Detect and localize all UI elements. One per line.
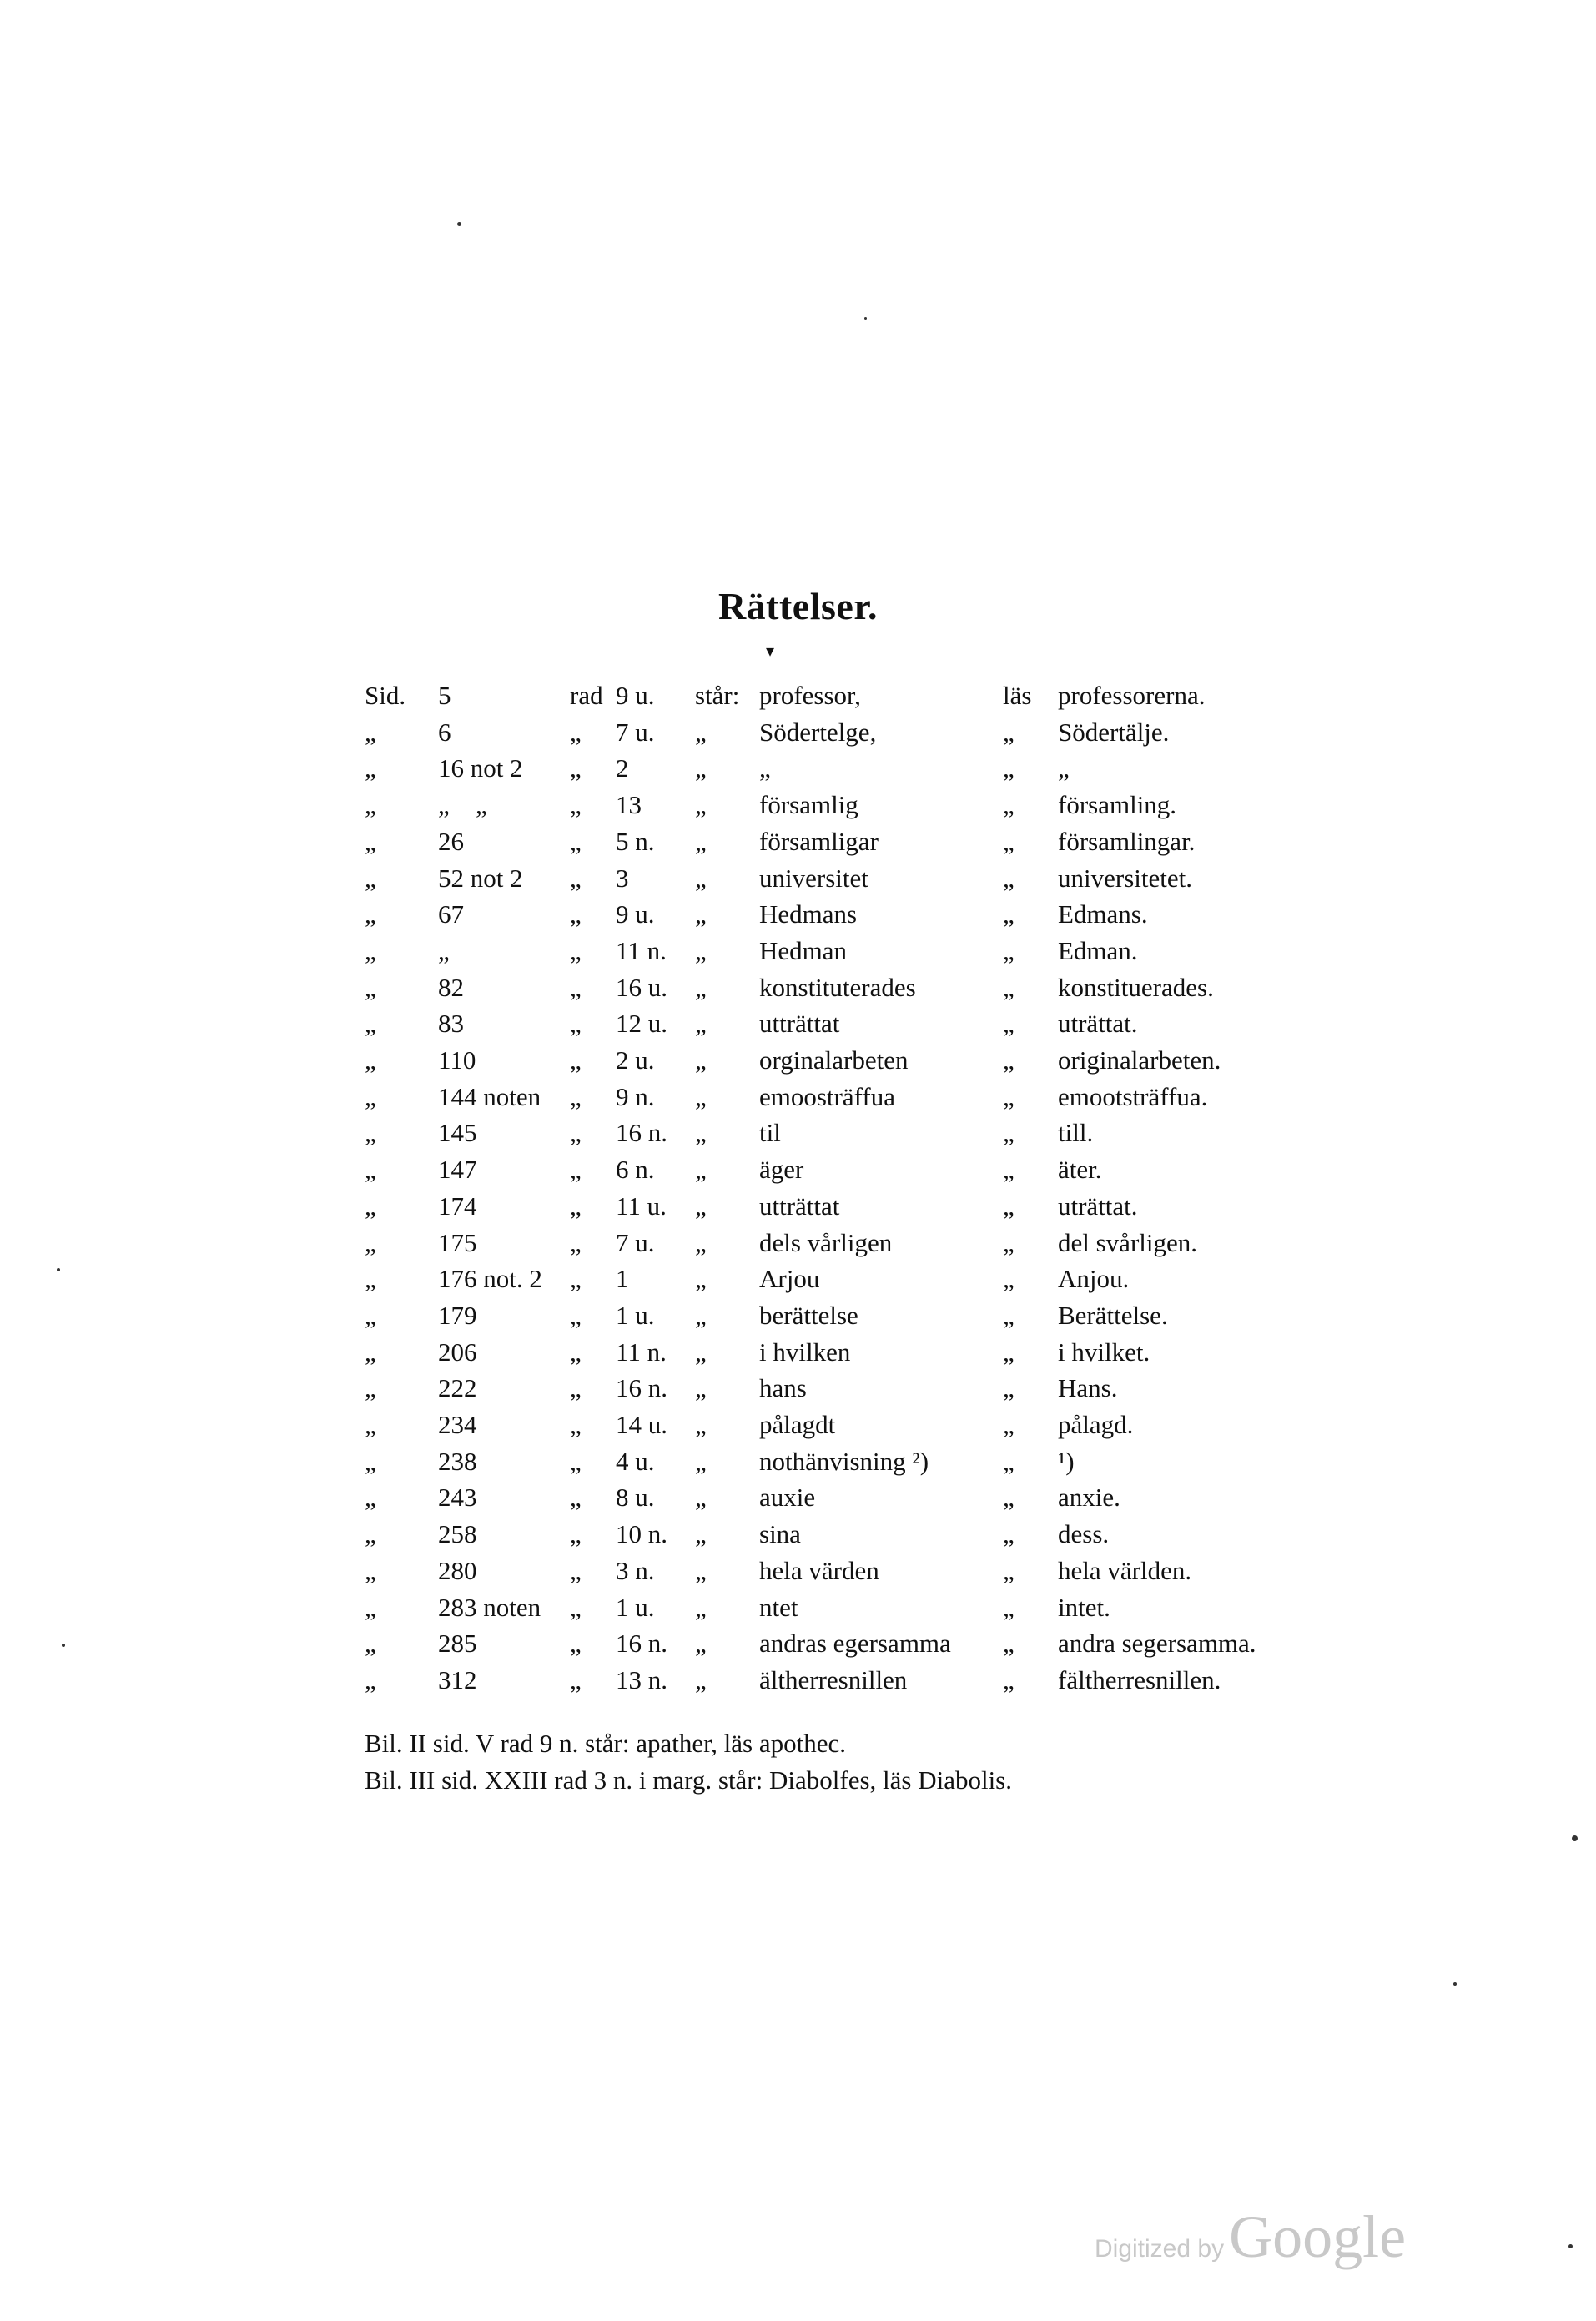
errata-star: „ [695, 1664, 707, 1694]
errata-page: 238 [438, 1446, 477, 1476]
errata-page: 175 [438, 1227, 477, 1257]
errata-las: „ [1003, 1483, 1014, 1513]
errata-line: 5 n. [616, 826, 655, 856]
errata-wrong: församlig [759, 790, 858, 820]
errata-las: „ [1003, 826, 1014, 856]
errata-sid: „ [365, 1045, 376, 1075]
errata-rad: „ [570, 1045, 582, 1075]
errata-sid: „ [365, 1009, 376, 1039]
errata-right: intet. [1058, 1592, 1110, 1622]
errata-right: professorerna. [1058, 681, 1206, 710]
errata-row [0, 1625, 1596, 1662]
errata-rad: „ [570, 790, 582, 820]
errata-las: „ [1003, 1337, 1014, 1367]
errata-las: „ [1003, 1664, 1014, 1694]
errata-right: till. [1058, 1118, 1094, 1148]
errata-rad: „ [570, 1555, 582, 1585]
errata-rad: „ [570, 1373, 582, 1403]
errata-las: „ [1003, 717, 1014, 747]
errata-wrong: Arjou [759, 1264, 820, 1294]
errata-rad: „ [570, 1118, 582, 1148]
errata-page: 67 [438, 899, 464, 929]
errata-row [0, 1115, 1596, 1151]
errata-star: „ [695, 1373, 707, 1403]
errata-star: „ [695, 1118, 707, 1148]
errata-line: 9 u. [616, 899, 655, 929]
errata-wrong: Hedmans [759, 899, 858, 929]
errata-las: „ [1003, 899, 1014, 929]
errata-line: 13 n. [616, 1664, 667, 1694]
errata-page: 144 noten [438, 1081, 541, 1111]
errata-rad: „ [570, 1227, 582, 1257]
errata-las: „ [1003, 1227, 1014, 1257]
errata-las: „ [1003, 863, 1014, 893]
errata-page: 280 [438, 1555, 477, 1585]
scan-speck [457, 222, 461, 226]
errata-rad: „ [570, 1629, 582, 1659]
errata-rad: „ [570, 1337, 582, 1367]
errata-star: „ [695, 1629, 707, 1659]
errata-las: „ [1003, 1446, 1014, 1476]
errata-line: 12 u. [616, 1009, 667, 1039]
errata-rad: „ [570, 1592, 582, 1622]
google-logo: Google [1229, 2203, 1407, 2270]
errata-wrong: berättelse [759, 1300, 858, 1330]
errata-star: „ [695, 1155, 707, 1185]
errata-sid: „ [365, 1300, 376, 1330]
errata-star: „ [695, 1081, 707, 1111]
errata-rad: „ [570, 826, 582, 856]
errata-star: står: [695, 681, 740, 710]
errata-wrong: ntet [759, 1592, 798, 1622]
errata-sid: „ [365, 1410, 376, 1439]
errata-sid: Sid. [365, 681, 406, 710]
errata-rad: „ [570, 1009, 582, 1039]
errata-rad: „ [570, 972, 582, 1002]
errata-note: „ [476, 790, 487, 820]
errata-star: „ [695, 863, 707, 893]
errata-las: „ [1003, 1264, 1014, 1294]
errata-wrong: nothänvisning ²) [759, 1446, 929, 1476]
errata-las: „ [1003, 1519, 1014, 1549]
errata-line: 1 u. [616, 1300, 655, 1330]
errata-row [0, 969, 1596, 1006]
errata-page: 174 [438, 1191, 477, 1221]
errata-line: 16 n. [616, 1373, 667, 1403]
errata-line: 2 [616, 753, 629, 783]
errata-star: „ [695, 1227, 707, 1257]
errata-row [0, 1042, 1596, 1079]
title-ornament: ▾ [766, 642, 775, 661]
errata-sid: „ [365, 1155, 376, 1185]
errata-star: „ [695, 753, 707, 783]
errata-rad: „ [570, 1191, 582, 1221]
errata-las: „ [1003, 753, 1014, 783]
errata-sid: „ [365, 717, 376, 747]
errata-page: „ [438, 935, 450, 965]
errata-row [0, 1553, 1596, 1589]
errata-wrong: universitet [759, 863, 868, 893]
errata-line: 16 u. [616, 972, 667, 1002]
errata-wrong: sina [759, 1519, 801, 1549]
errata-sid: „ [365, 1555, 376, 1585]
errata-row [0, 823, 1596, 860]
errata-wrong: emoosträffua [759, 1081, 895, 1111]
errata-page: 206 [438, 1337, 477, 1367]
errata-rad: „ [570, 717, 582, 747]
errata-row [0, 1297, 1596, 1334]
errata-page: 285 [438, 1629, 477, 1659]
errata-right: Anjou. [1058, 1264, 1130, 1294]
errata-line: 1 [616, 1264, 629, 1294]
errata-wrong: hans [759, 1373, 807, 1403]
scan-speck [864, 317, 867, 320]
errata-page: 6 [438, 717, 451, 747]
errata-row [0, 1479, 1596, 1516]
errata-las: „ [1003, 1629, 1014, 1659]
errata-row [0, 1225, 1596, 1261]
errata-right: fältherresnillen. [1058, 1664, 1221, 1694]
errata-page: 52 not 2 [438, 863, 523, 893]
errata-line: 6 n. [616, 1155, 655, 1185]
scan-speck [57, 1268, 60, 1271]
errata-right: anxie. [1058, 1483, 1120, 1513]
errata-star: „ [695, 1410, 707, 1439]
errata-las: „ [1003, 1081, 1014, 1111]
errata-sid: „ [365, 935, 376, 965]
errata-sid: „ [365, 753, 376, 783]
errata-page: „ [438, 790, 450, 820]
errata-right: „ [1058, 753, 1070, 783]
errata-right: emootsträffua. [1058, 1081, 1208, 1111]
errata-row [0, 1188, 1596, 1225]
errata-row [0, 1370, 1596, 1407]
errata-right: del svårligen. [1058, 1227, 1198, 1257]
errata-sid: „ [365, 899, 376, 929]
errata-right: pålagd. [1058, 1410, 1134, 1439]
errata-wrong: konstituterades [759, 972, 916, 1002]
errata-row [0, 1079, 1596, 1115]
errata-sid: „ [365, 1592, 376, 1622]
errata-star: „ [695, 1337, 707, 1367]
errata-sid: „ [365, 1118, 376, 1148]
errata-rad: „ [570, 863, 582, 893]
errata-sid: „ [365, 863, 376, 893]
errata-line: 4 u. [616, 1446, 655, 1476]
errata-line: 1 u. [616, 1592, 655, 1622]
errata-rad: rad [570, 681, 603, 710]
errata-wrong: dels vårligen [759, 1227, 893, 1257]
errata-las: läs [1003, 681, 1032, 710]
errata-rad: „ [570, 1446, 582, 1476]
errata-right: hela världen. [1058, 1555, 1192, 1585]
errata-line: 2 u. [616, 1045, 655, 1075]
errata-star: „ [695, 935, 707, 965]
errata-right: dess. [1058, 1519, 1110, 1549]
errata-page: 110 [438, 1045, 476, 1075]
errata-line: 7 u. [616, 717, 655, 747]
errata-page: 234 [438, 1410, 477, 1439]
errata-page: 5 [438, 681, 451, 710]
errata-line: 11 u. [616, 1191, 667, 1221]
digitized-watermark [1095, 2203, 1406, 2272]
errata-star: „ [695, 826, 707, 856]
errata-wrong: hela värden [759, 1555, 879, 1585]
errata-page: 145 [438, 1118, 477, 1148]
errata-star: „ [695, 1519, 707, 1549]
errata-right: uträttat. [1058, 1191, 1138, 1221]
errata-right: Hans. [1058, 1373, 1118, 1403]
errata-rad: „ [570, 1483, 582, 1513]
errata-wrong: orginalarbeten [759, 1045, 909, 1075]
errata-sid: „ [365, 1664, 376, 1694]
errata-page: 176 not. 2 [438, 1264, 542, 1294]
errata-page: 283 noten [438, 1592, 541, 1622]
errata-right: Berättelse. [1058, 1300, 1168, 1330]
errata-right: andra segersamma. [1058, 1629, 1256, 1659]
errata-line: 16 n. [616, 1629, 667, 1659]
errata-line: 14 u. [616, 1410, 667, 1439]
errata-right: Södertälje. [1058, 717, 1170, 747]
errata-row [0, 1261, 1596, 1297]
errata-right: församlingar. [1058, 826, 1196, 856]
watermark-prefix: Digitized by [1095, 2235, 1225, 2263]
errata-las: „ [1003, 1191, 1014, 1221]
errata-las: „ [1003, 935, 1014, 965]
errata-page: 179 [438, 1300, 477, 1330]
errata-row [0, 714, 1596, 751]
errata-row [0, 896, 1596, 933]
errata-wrong: äger [759, 1155, 804, 1185]
errata-las: „ [1003, 790, 1014, 820]
errata-row [0, 1005, 1596, 1042]
errata-star: „ [695, 1446, 707, 1476]
errata-right: i hvilket. [1058, 1337, 1150, 1367]
scan-speck [1572, 1835, 1578, 1841]
errata-row [0, 1662, 1596, 1699]
errata-rad: „ [570, 1264, 582, 1294]
errata-star: „ [695, 1009, 707, 1039]
errata-row [0, 1407, 1596, 1443]
errata-star: „ [695, 972, 707, 1002]
errata-right: konstituerades. [1058, 972, 1214, 1002]
errata-las: „ [1003, 1373, 1014, 1403]
errata-las: „ [1003, 1592, 1014, 1622]
errata-row [0, 787, 1596, 823]
errata-page: 258 [438, 1519, 477, 1549]
errata-star: „ [695, 1191, 707, 1221]
errata-page: 222 [438, 1373, 477, 1403]
errata-row [0, 750, 1596, 787]
errata-star: „ [695, 1555, 707, 1585]
errata-line: 11 n. [616, 935, 667, 965]
errata-rad: „ [570, 1155, 582, 1185]
errata-line: 9 n. [616, 1081, 655, 1111]
errata-sid: „ [365, 1081, 376, 1111]
errata-line: 11 n. [616, 1337, 667, 1367]
errata-row [0, 1151, 1596, 1188]
errata-star: „ [695, 899, 707, 929]
errata-wrong: Hedman [759, 935, 848, 965]
errata-wrong: ältherresnillen [759, 1664, 908, 1694]
errata-line: 10 n. [616, 1519, 667, 1549]
errata-star: „ [695, 1592, 707, 1622]
errata-row [0, 933, 1596, 969]
errata-star: „ [695, 1300, 707, 1330]
errata-wrong: utträttat [759, 1009, 840, 1039]
errata-star: „ [695, 1045, 707, 1075]
errata-page: 243 [438, 1483, 477, 1513]
errata-line: 13 [616, 790, 642, 820]
errata-line: 9 u. [616, 681, 655, 710]
errata-right: universitetet. [1058, 863, 1192, 893]
errata-rad: „ [570, 899, 582, 929]
errata-row [0, 1334, 1596, 1371]
errata-row [0, 677, 1596, 714]
errata-sid: „ [365, 1191, 376, 1221]
errata-rad: „ [570, 1081, 582, 1111]
errata-page: 312 [438, 1664, 477, 1694]
scan-speck [62, 1644, 65, 1647]
errata-las: „ [1003, 1155, 1014, 1185]
errata-right: ¹) [1058, 1446, 1075, 1476]
errata-wrong: professor, [759, 681, 861, 710]
errata-las: „ [1003, 1555, 1014, 1585]
page-title: Rättelser. [717, 585, 879, 627]
errata-rad: „ [570, 1410, 582, 1439]
errata-right: församling. [1058, 790, 1177, 820]
errata-star: „ [695, 717, 707, 747]
errata-line: 7 u. [616, 1227, 655, 1257]
errata-rad: „ [570, 1664, 582, 1694]
errata-rad: „ [570, 935, 582, 965]
errata-wrong: i hvilken [759, 1337, 851, 1367]
errata-sid: „ [365, 790, 376, 820]
errata-right: Edmans. [1058, 899, 1148, 929]
errata-las: „ [1003, 1300, 1014, 1330]
errata-page: 16 not 2 [438, 753, 523, 783]
errata-line: 16 n. [616, 1118, 667, 1148]
errata-wrong: utträttat [759, 1191, 840, 1221]
errata-page: 26 [438, 826, 464, 856]
errata-wrong: „ [759, 753, 771, 783]
errata-las: „ [1003, 1118, 1014, 1148]
errata-sid: „ [365, 1227, 376, 1257]
errata-row [0, 1589, 1596, 1626]
errata-sid: „ [365, 1264, 376, 1294]
errata-line: 3 n. [616, 1555, 655, 1585]
errata-rad: „ [570, 753, 582, 783]
errata-row [0, 1516, 1596, 1553]
appendix-line: Bil. III sid. XXIII rad 3 n. i marg. står: Diabolfes, läs Diabolis. [365, 1765, 1012, 1795]
errata-sid: „ [365, 826, 376, 856]
errata-sid: „ [365, 1519, 376, 1549]
scan-speck [1453, 1982, 1457, 1986]
errata-line: 8 u. [616, 1483, 655, 1513]
errata-row [0, 860, 1596, 897]
errata-star: „ [695, 1483, 707, 1513]
errata-page: 147 [438, 1155, 477, 1185]
errata-page: 83 [438, 1009, 464, 1039]
errata-sid: „ [365, 972, 376, 1002]
errata-sid: „ [365, 1629, 376, 1659]
errata-sid: „ [365, 1337, 376, 1367]
errata-row [0, 1443, 1596, 1480]
errata-rad: „ [570, 1300, 582, 1330]
errata-las: „ [1003, 1009, 1014, 1039]
errata-sid: „ [365, 1373, 376, 1403]
errata-las: „ [1003, 972, 1014, 1002]
errata-right: Edman. [1058, 935, 1138, 965]
errata-wrong: pålagdt [759, 1410, 836, 1439]
errata-wrong: til [759, 1118, 781, 1148]
errata-wrong: församligar [759, 826, 879, 856]
scan-speck [1568, 2244, 1573, 2248]
errata-sid: „ [365, 1446, 376, 1476]
appendix-line: Bil. II sid. V rad 9 n. står: apather, läs apothec. [365, 1729, 846, 1758]
errata-right: uträttat. [1058, 1009, 1138, 1039]
errata-wrong: auxie [759, 1483, 816, 1513]
errata-rad: „ [570, 1519, 582, 1549]
errata-right: äter. [1058, 1155, 1102, 1185]
errata-line: 3 [616, 863, 629, 893]
errata-page: 82 [438, 972, 464, 1002]
errata-sid: „ [365, 1483, 376, 1513]
errata-right: originalarbeten. [1058, 1045, 1221, 1075]
errata-star: „ [695, 790, 707, 820]
errata-las: „ [1003, 1410, 1014, 1439]
errata-las: „ [1003, 1045, 1014, 1075]
errata-wrong: andras egersamma [759, 1629, 951, 1659]
errata-wrong: Södertelge, [759, 717, 877, 747]
errata-star: „ [695, 1264, 707, 1294]
